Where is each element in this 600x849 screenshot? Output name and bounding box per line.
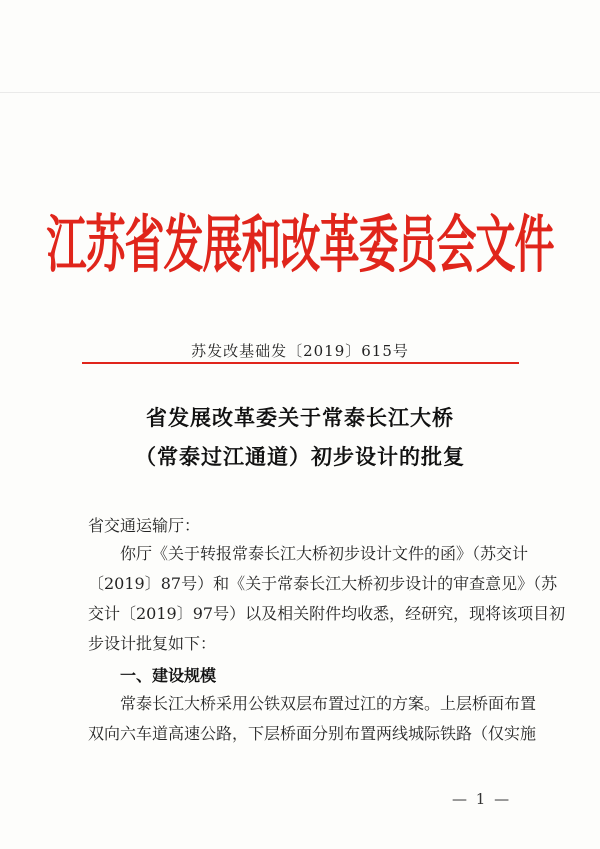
paragraph-line: 〔2019〕87号）和《关于常泰长江大桥初步设计的审查意见》（苏 <box>88 574 558 593</box>
addressee: 省交通运输厅： <box>88 516 201 535</box>
document-title-line-1: 省发展改革委关于常泰长江大桥 <box>146 405 454 430</box>
red-divider-line <box>82 362 519 364</box>
section-heading: 一、建设规模 <box>120 666 217 685</box>
document-number: 苏发改基础发〔2019〕615号 <box>191 342 409 360</box>
paragraph-line: 交计〔2019〕97号）以及相关附件均收悉，经研究，现将该项目初 <box>88 604 566 623</box>
paragraph-line: 步设计批复如下： <box>88 634 217 653</box>
paragraph-line: 双向六车道高速公路，下层桥面分别布置两线城际铁路（仅实施 <box>88 724 537 743</box>
scan-artifact-line <box>0 92 600 93</box>
document-masthead: 江苏省发展和改革委员会文件 <box>46 208 554 282</box>
paragraph-line: 常泰长江大桥采用公铁双层布置过江的方案。上层桥面布置 <box>120 694 537 713</box>
paragraph-line: 你厅《关于转报常泰长江大桥初步设计文件的函》（苏交计 <box>120 544 529 563</box>
page-number: — 1 — <box>452 790 512 808</box>
document-title-line-2: （常泰过江通道）初步设计的批复 <box>135 444 465 469</box>
